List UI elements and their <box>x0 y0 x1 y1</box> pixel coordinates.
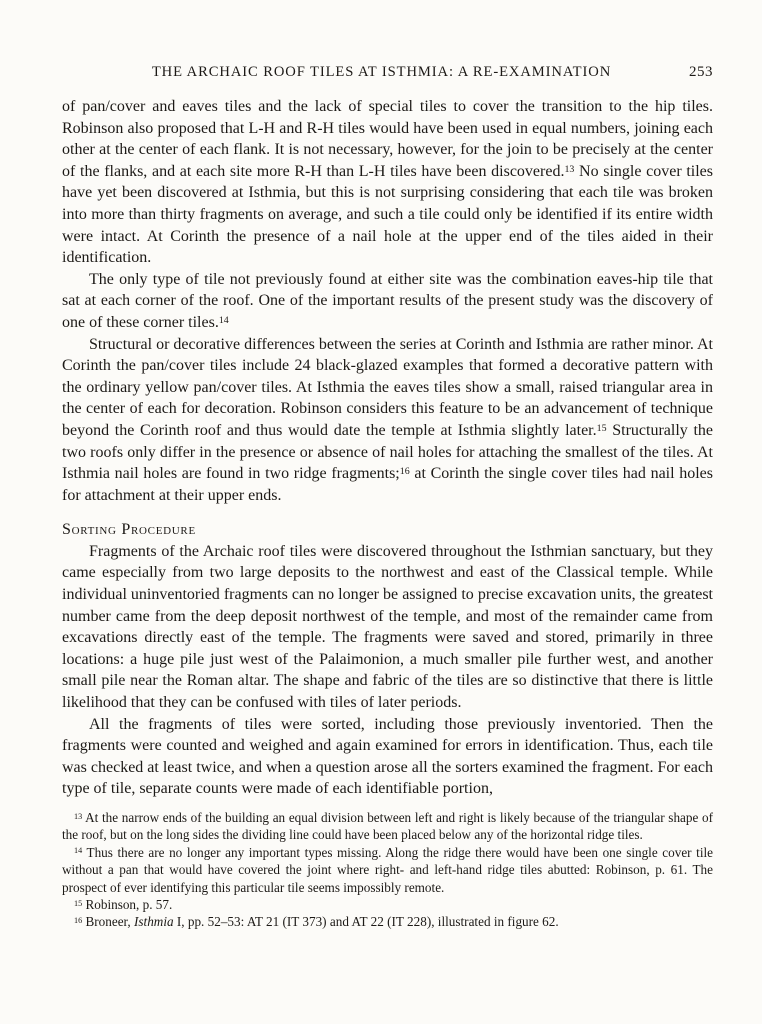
body-paragraph-3: Structural or decorative differences between the series at Corinth and Isthmia are rather minor. At Corinth the pan/cover tiles include 24 black-glazed examples that formed a decorative pattern with the ordinary yellow pan/cover tiles. At Isthmia the eaves tiles show a small, raised triangular area in the center of each for decoration. Robinson considers this feature to be an advancement of technique beyond the Corinth roof and thus would date the temple at Isthmia slightly later.$^{15}$ Structurally the two roofs only differ in the presence or absence of nail holes for attaching the smallest of the tiles. At Isthmia nail holes are found in two ridge fragments;$^{16}$ at Corinth the single cover tiles had nail holes for attachment at their upper ends. <box>62 335 714 504</box>
section-heading-sorting-procedure: Sorting Procedure <box>62 521 196 539</box>
body-text <box>62 96 713 800</box>
running-head-title: THE ARCHAIC ROOF TILES AT ISTHMIA: A RE-EXAMINATION <box>151 64 612 80</box>
footnote-14: $^{14}$ Thus there are no longer any important types missing. Along the ridge there would have been one single cover tile without a pan that would have covered the joint where right- and left-hand ridge tiles abutted: Robinson, p. 61. The prospect of ever identifying this particular tile seems impossibly remote. <box>62 844 713 895</box>
body-paragraph-4: Fragments of the Archaic roof tiles were discovered throughout the Isthmian sanctuary, but they came especially from two large deposits to the northwest and east of the Classical temple. While individual uninventoried fragments can no longer be assigned to precise excavation units, the greatest number came from the deep deposit northwest of the temple, and most of the remainder came from excavations directly east of the temple. The fragments were saved and stored, primarily in three locations: a huge pile just west of the Palaimonion, a much smaller pile further west, and another small pile near the Roman altar. The shape and fabric of the tiles are so distinctive that there is little likelihood that they can be confused with tiles of later periods. <box>62 542 713 712</box>
footnote-15: $^{15}$ Robinson, p. 57. <box>74 897 173 913</box>
body-paragraph-1: of pan/cover and eaves tiles and the lack of special tiles to cover the transition to the hip tiles. Robinson also proposed that L-H and R-H tiles would have been used in equal numbers, joining each other at the center of each flank. It is not necessary, however, for the join to be precisely at the center of the flanks, and at each site more R-H than L-H tiles have been discovered.$^{13}$ No single cover tiles have yet been discovered at Isthmia, but this is not surprising considering that each tile was broken into more than thirty fragments on average, and such a tile could only be identified if its entire width were intact. At Corinth the presence of a nail hole at the upper end of the tiles aided in their identification. <box>62 98 714 267</box>
body-paragraph-2: The only type of tile not previously found at either site was the combination eaves-hip tile that sat at each corner of the roof. One of the important results of the present study was the discovery of one of these corner tiles.$^{14}$ <box>62 270 713 331</box>
page-number: 253 <box>689 64 713 80</box>
footnote-16: $^{16}$ Broneer, Isthmia I, pp. 52–53: AT 21 (IT 373) and AT 22 (IT 228), illustrated in figure 62. <box>74 914 559 930</box>
page-content <box>62 96 713 931</box>
footnotes-block <box>62 809 713 931</box>
footnote-13: $^{13}$ At the narrow ends of the building an equal division between left and right is likely because of the triangular shape of the roof, but on the long sides the dividing line could have been placed below any of the horizontal ridge tiles. <box>62 810 713 843</box>
running-head <box>62 64 713 84</box>
body-paragraph-5: All the fragments of tiles were sorted, including those previously inventoried. Then the fragments were counted and weighed and again examined for errors in identification. Thus, each tile was checked at least twice, and when a question arose all the sorters examined the fragment. For each type of tile, separate counts were made of each identifiable portion, <box>62 715 713 798</box>
